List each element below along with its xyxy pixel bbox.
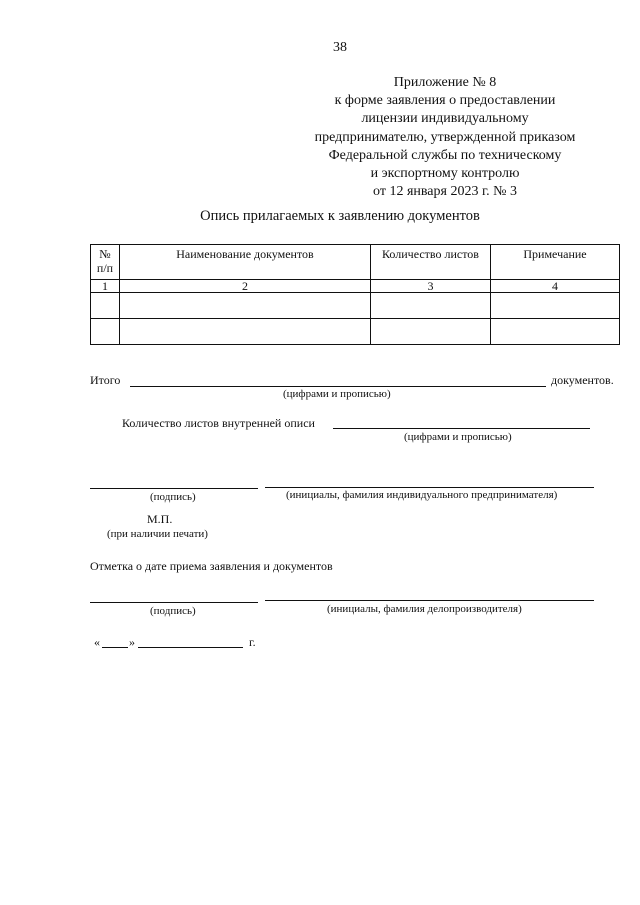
header-name: Наименование документов (120, 245, 371, 280)
total-suffix: документов. (551, 373, 614, 387)
column-number: 2 (120, 280, 371, 293)
appendix-line: Приложение № 8 (393, 75, 497, 90)
appendix-line: от 12 января 2023 г. № 3 (373, 184, 517, 200)
date-close-quote: » (129, 635, 135, 649)
receipt-signature-hint: (подпись) (150, 605, 196, 617)
appendix-line: предпринимателю, утвержденной приказом (314, 129, 576, 145)
header-note: Примечание (491, 245, 620, 280)
documents-table (90, 244, 620, 345)
entrepreneur-name-line[interactable] (265, 487, 594, 488)
signature-line[interactable] (90, 488, 258, 489)
receipt-signature-line[interactable] (90, 602, 258, 603)
total-field-line[interactable] (130, 386, 546, 387)
inner-sheets-field-line[interactable] (333, 428, 590, 429)
table-cell[interactable] (491, 319, 620, 345)
table-cell[interactable] (120, 293, 371, 319)
appendix-line: к форме заявления о предоставлении (334, 93, 556, 109)
appendix-line: Федеральной службы по техническому (328, 147, 562, 163)
entrepreneur-name-hint: (инициалы, фамилия индивидуального предпринимателя) (286, 489, 558, 501)
total-hint: (цифрами и прописью) (283, 388, 391, 400)
table-row (91, 293, 620, 319)
table-cell[interactable] (371, 293, 491, 319)
table-row (91, 319, 620, 345)
header-number (91, 245, 120, 280)
appendix-header (290, 74, 600, 201)
table-cell[interactable] (491, 293, 620, 319)
column-number: 3 (371, 280, 491, 293)
table-cell[interactable] (91, 293, 120, 319)
table-cell[interactable] (371, 319, 491, 345)
column-number: 1 (91, 280, 120, 293)
seal-hint: (при наличии печати) (107, 528, 208, 540)
seal-label: М.П. (147, 512, 173, 526)
header-number-text: № п/п (96, 247, 114, 275)
date-month-line[interactable] (138, 647, 243, 648)
date-year-suffix: г. (249, 635, 256, 649)
inner-sheets-label: Количество листов внутренней описи (122, 416, 315, 430)
clerk-name-line[interactable] (265, 600, 594, 601)
header-sheets: Количество листов (371, 245, 491, 280)
column-number: 4 (491, 280, 620, 293)
table-cell[interactable] (91, 319, 120, 345)
clerk-name-hint: (инициалы, фамилия делопроизводителя) (327, 603, 522, 615)
table-cell[interactable] (120, 319, 371, 345)
page-number: 38 (333, 40, 347, 55)
total-label: Итого (90, 373, 121, 387)
appendix-line: и экспортному контролю (370, 166, 520, 182)
date-open-quote: « (94, 635, 100, 649)
table-header-row (91, 245, 620, 280)
table-number-row (91, 280, 620, 293)
receipt-label: Отметка о дате приема заявления и документов (90, 559, 333, 573)
document-title: Опись прилагаемых к заявлению документов (200, 208, 480, 224)
date-day-line[interactable] (102, 647, 128, 648)
appendix-line: лицензии индивидуальному (361, 111, 529, 127)
signature-hint: (подпись) (150, 491, 196, 503)
inner-sheets-hint: (цифрами и прописью) (404, 431, 512, 443)
